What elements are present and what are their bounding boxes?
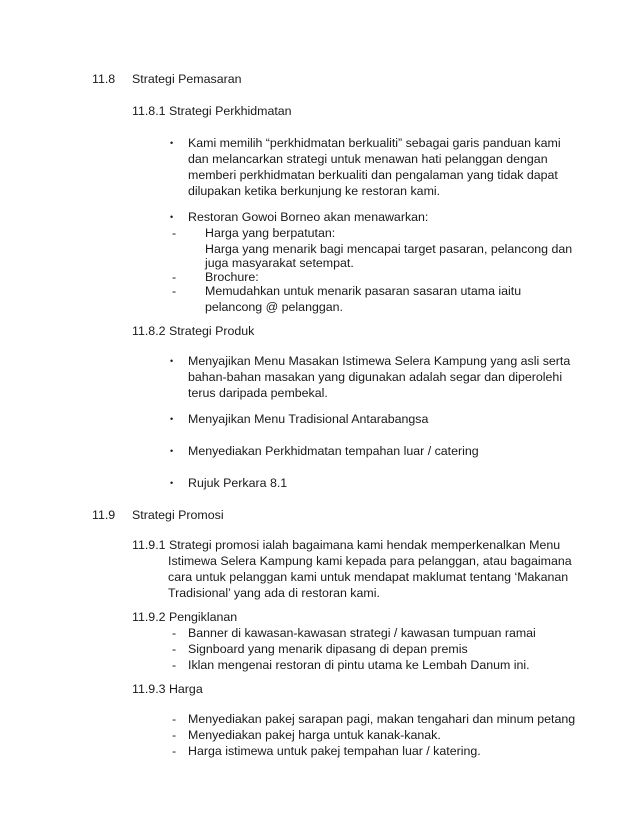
- paragraph-line: dan melancarkan strategi untuk menawan hati pelanggan dengan: [188, 152, 548, 166]
- bullet-icon: •: [170, 414, 174, 424]
- list-item: Harga yang berpatutan:: [205, 226, 336, 240]
- list-item: Memudahkan untuk menarik pasaran sasaran utama iaitu: [205, 284, 522, 298]
- paragraph-line: Menyajikan Menu Masakan Istimewa Selera Kampung yang asli serta: [188, 354, 571, 368]
- bullet-icon: •: [170, 446, 174, 456]
- list-item: Menyediakan pakej harga untuk kanak-kanak.: [188, 728, 441, 742]
- paragraph-line: juga masyarakat setempat.: [205, 256, 354, 270]
- list-item: Signboard yang menarik dipasang di depan premis: [188, 642, 468, 656]
- dash-marker: -: [172, 712, 177, 726]
- bullet-text: Rujuk Perkara 8.1: [188, 476, 288, 490]
- dash-marker: -: [172, 744, 177, 758]
- bullet-text: Menyediakan Perkhidmatan tempahan luar / catering: [188, 444, 479, 458]
- section-title-strategi-promosi: Strategi Promosi: [132, 508, 224, 522]
- paragraph-line: bahan-bahan masakan yang digunakan adalah segar dan diperolehi: [188, 370, 563, 384]
- dash-marker: -: [172, 658, 177, 672]
- paragraph-line: Istimewa Selera Kampung kami kepada para pelanggan, atau bagaimana: [168, 554, 572, 568]
- bullet-icon: •: [170, 138, 174, 148]
- list-item: Menyediakan pakej sarapan pagi, makan tengahari dan minum petang: [188, 712, 576, 726]
- section-number-11-8: 11.8: [92, 72, 116, 86]
- paragraph-line: 11.9.1 Strategi promosi ialah bagaimana kami hendak memperkenalkan Menu: [132, 538, 561, 552]
- bullet-text: Restoran Gowoi Borneo akan menawarkan:: [188, 210, 429, 224]
- dash-marker: -: [172, 284, 177, 298]
- list-item: Brochure:: [205, 270, 259, 284]
- bullet-icon: •: [170, 356, 174, 366]
- dash-marker: -: [172, 270, 177, 284]
- paragraph-line: cara untuk pelanggan kami untuk mendapat maklumat tentang ‘Makanan: [168, 570, 569, 584]
- paragraph-line: pelancong @ pelanggan.: [205, 300, 343, 314]
- subsection-title-11-8-2: 11.8.2 Strategi Produk: [132, 324, 255, 338]
- paragraph-line: terus daripada pembekal.: [188, 386, 328, 400]
- dash-marker: -: [172, 728, 177, 742]
- bullet-icon: •: [170, 212, 174, 222]
- paragraph-line: dilupakan ketika berkunjung ke restoran kami.: [188, 184, 441, 198]
- subsection-title-11-9-3: 11.9.3 Harga: [132, 682, 203, 696]
- dash-marker: -: [172, 226, 177, 240]
- paragraph-line: Tradisional’ yang ada di restoran kami.: [168, 586, 380, 600]
- bullet-text: Menyajikan Menu Tradisional Antarabangsa: [188, 412, 429, 426]
- section-title-strategi-pemasaran: Strategi Pemasaran: [132, 72, 242, 86]
- paragraph-line: memberi perkhidmatan berkualiti dan pengalaman yang tidak dapat: [188, 168, 558, 182]
- paragraph-line: Harga yang menarik bagi mencapai target pasaran, pelancong dan: [205, 242, 573, 256]
- dash-marker: -: [172, 626, 177, 640]
- subsection-title-11-8-1: 11.8.1 Strategi Perkhidmatan: [132, 104, 292, 118]
- bullet-icon: •: [170, 478, 174, 488]
- paragraph-line: Kami memilih “perkhidmatan berkualiti” sebagai garis panduan kami: [188, 136, 561, 150]
- dash-marker: -: [172, 642, 177, 656]
- subsection-title-11-9-2: 11.9.2 Pengiklanan: [132, 610, 238, 624]
- section-number-11-9: 11.9: [92, 508, 116, 522]
- list-item: Banner di kawasan-kawasan strategi / kawasan tumpuan ramai: [188, 626, 536, 640]
- list-item: Iklan mengenai restoran di pintu utama ke Lembah Danum ini.: [188, 658, 530, 672]
- list-item: Harga istimewa untuk pakej tempahan luar / katering.: [188, 744, 481, 758]
